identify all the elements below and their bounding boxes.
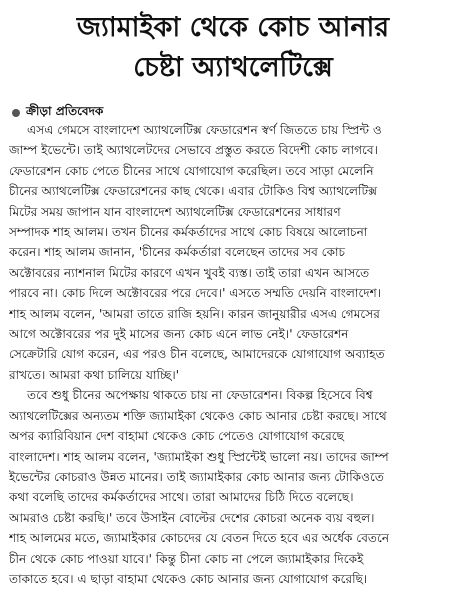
body-line: জাম্প ইভেন্টে। তাই অ্যাথলেটদের সেভাবে প্রস্তুত করতে বিদেশী কোচ লাগবে। [9, 143, 378, 158]
body-line: সেক্রেটারি যোগ করেন, এর পরও চীন বলেছে, আমাদেরকে যোগাযোগ অব্যাহত [9, 347, 385, 362]
body-line: অ্যাথলেটিক্সের অন্যতম শক্তি জ্যামাইকা থেকেও কোচ আনার চেষ্টা করছে। সাথে [9, 408, 387, 423]
body-line: শাহ আলম বলেন, 'আমরা তাতে রাজি হয়নি। কারন জানুয়ারীর এসএ গেমসের [9, 306, 380, 321]
body-line: সম্পাদক শাহ আলম। তখন চীনের কর্মকর্তাদের সাথে কোচ বিষয়ে আলোচনা [9, 225, 368, 240]
body-line: মিটের সময় জাপান যান বাংলাদেশ অ্যাথলেটিক্স ফেডারেশনের সাধারণ [9, 204, 341, 219]
body-line: এসএ গেমসে বাংলাদেশ অ্যাথলেটিক্স ফেডারেশন স্বর্ণ জিততে চায় স্প্রিন্ট ও [27, 123, 382, 137]
body-line: অক্টোবরের ন্যাশনাল মিটের কারণে এখন খুবই ব্যস্ত। তাই তারা এখন আসতে [9, 265, 370, 280]
body-line: পারবে না। কোচ দিলে অক্টোবরের পরে দেবে।' এসতে সম্মতি দেয়নি বাংলাদেশ। [9, 286, 382, 301]
body-line: তাকাতে হবে। এ ছাড়া বাহামা থেকেও কোচ আনার জন্য যোগাযোগ করেছি। [9, 571, 368, 586]
body-line: শাহ আলমের মতে, জ্যামাইকার কোচদের যে বেতন দিতে হবে এর অর্ধেক বেতনে [9, 531, 390, 546]
body-line: করেন। শাহ আলম জানান, 'চীনের কর্মকর্তারা বলেছেন তাদের সব কোচ [9, 245, 346, 260]
body-line: ইভেন্টের কোচরাও উন্নত মানের। তাই জ্যামাইকার কোচ আনার জন্য টোকিওতে [9, 469, 384, 484]
body-line: আগে অক্টোবরের পর দুই মাসের জন্য কোচ এনে লাভ নেই।' ফেডারেশন [9, 327, 349, 342]
body-line: ফেডারেশন কোচ পেতে চীনের সাথে যোগাযোগ করেছিল। তবে সাড়া মেলেনি [9, 163, 374, 178]
byline-text: ক্রীড়া প্রতিবেদক [26, 104, 104, 118]
body-line: চীনের অ্যাথলেটিক্স ফেডারেশনের কাছ থেকে। এবার টোকিও বিশ্ব অ্যাথলেটিক্স [9, 184, 377, 199]
headline-line-1: জ্যামাইকা থেকে কোচ আনার [76, 12, 390, 43]
body-line: বাংলাদেশ। শাহ আলম বলেন, 'জ্যামাইকা শুধু স্প্রিন্টেই ভালো নয়। তাদের জাম্প [9, 449, 389, 464]
article-body [9, 120, 457, 589]
headline [0, 8, 466, 88]
body-line: আমরাও চেষ্টা করছি।' তবে উসাইন বোল্টের দেশের কোচরা অনেক ব্যয় বহুল। [9, 510, 375, 525]
bullet-icon [12, 109, 20, 117]
body-line: অপর ক্যারিবিয়ান দেশ বাহামা থেকেও কোচ পেতেও যোগাযোগ করেছে [9, 429, 345, 444]
body-line: রাখতে। আমরা কথা চালিয়ে যাচ্ছি।' [9, 367, 180, 382]
body-line: চীন থেকে কোচ পাওয়া যাবে।' কিন্তু চীনা কোচ না পেলে জ্যামাইকার দিকেই [9, 551, 364, 566]
headline-line-2: চেষ্টা অ্যাথলেটিক্সে [133, 52, 333, 83]
body-line: কথা বলেছি তাদের কর্মকর্তাদের সাথে। তারা আমাদের চিঠি দিতে বলেছে। [9, 490, 354, 505]
body-line: তবে শুধু চীনের অপেক্ষায় থাকতে চায় না ফেডারেশন। বিকল্প হিসেবে বিশ্ব [27, 388, 373, 403]
